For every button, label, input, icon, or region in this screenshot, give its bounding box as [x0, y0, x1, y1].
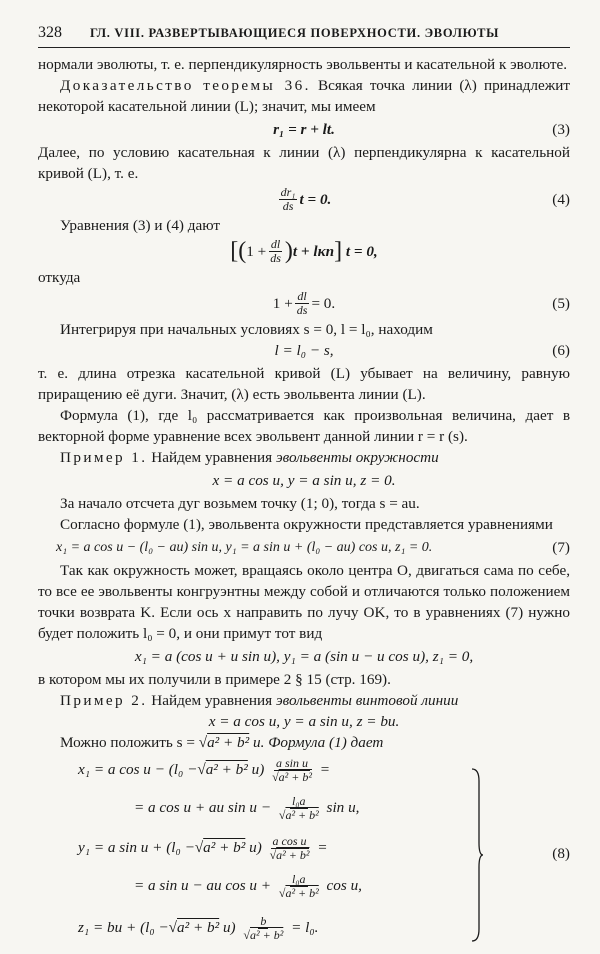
example-heading: Пример 2. — [60, 692, 148, 709]
paragraph: Далее, по условию касательная к линии (λ) перпендикулярна к касательной кривой (L), т. е. — [38, 144, 570, 182]
equation-text: = 0. — [311, 295, 336, 312]
equation-substituted — [38, 646, 570, 667]
paragraph: нормали эволюты, т. е. перпендикулярность эвольвенты и касательной к эволюте. — [38, 56, 568, 73]
equation-number: (3) — [552, 121, 570, 138]
numerator: dl — [270, 237, 281, 251]
paragraph: Можно положить s = √a² + b² u. Формула (1) дает — [60, 734, 384, 751]
denominator: a² + b² — [276, 848, 310, 862]
denominator: a² + b² — [278, 770, 312, 784]
equation-text: x = a cos u, y = a sin u, z = bu. — [208, 713, 400, 730]
italic-term: эвольвенты винтовой линии — [275, 692, 459, 709]
equation-text: x₁ = a cos u − (l₀ − au) sin u, y₁ = a sin u + (l₀ − au) cos u, z₁ = 0. — [56, 540, 433, 555]
equation-4 — [38, 186, 570, 213]
equation-text: u) — [222, 918, 236, 936]
denominator: a² + b² — [250, 928, 284, 942]
equation-7 — [38, 537, 570, 558]
denominator: ds — [270, 251, 281, 265]
equation-text: = a sin u − au cos u + — [134, 876, 272, 894]
equation-text: l = l₀ − s, — [274, 342, 334, 359]
radicand: a² + b² — [207, 734, 250, 751]
paragraph: Согласно формуле (1), эвольвента окружности представляется уравнениями — [60, 516, 553, 533]
fraction — [268, 238, 283, 265]
page-number: 328 — [38, 24, 62, 41]
paragraph — [38, 75, 570, 117]
fraction: $\frac{b}{\text{√a² + b²}}$ — [243, 914, 284, 942]
equation-text: t = 0. — [299, 191, 332, 208]
numerator: a sin u — [276, 756, 309, 770]
page — [38, 22, 570, 953]
equation-6 — [38, 340, 570, 361]
denominator: a² + b² — [285, 886, 319, 900]
equation-text: z₁ = bu + (l₀ − — [78, 918, 169, 936]
system-line: x₁ = a cos u − (l₀ −√a² + b² u) $\frac{\text{a sin u}}{\text{√a² + b²}}$ = — [78, 756, 331, 784]
paragraph: Интегрируя при начальных условиях s = 0, l = l₀, находим — [60, 321, 433, 338]
radicand: a² + b² — [177, 918, 220, 936]
paragraph: т. е. длина отрезка касательной кривой (L) убывает на величину, равную приращению её дуги. Значит, (λ) есть эвольвента линии (L). — [38, 365, 570, 403]
system-line — [134, 873, 362, 900]
equation-text: 1 + — [246, 243, 267, 260]
example-heading: Пример 1. — [60, 449, 148, 466]
paragraph: Формула (1), где l₀ рассматривается как произвольная величина, дает в векторной форме уравнение всех эвольвент данной линии r = r (s). — [38, 407, 570, 445]
equation-text: t = 0, — [345, 243, 378, 260]
theorem-proof-heading: Доказательство теоремы 36. — [60, 77, 311, 94]
equation-text: r₁ = r + lt. — [273, 121, 335, 138]
equation-text: = — [319, 760, 331, 778]
equation-text: 1 + — [272, 295, 293, 312]
paragraph: Так как окружность может, вращаясь около центра O, двигаться сама по себе, то все ее эвольвенты конгруэнтны между собой и отличаются только положением точки возврата K. Если ось x направить по лучу OK, то в уравнениях (7) нужно будет положить l₀ = 0, и они примут тот вид — [38, 562, 570, 642]
paragraph: в котором мы их получили в примере 2 § 15 (стр. 169). — [38, 671, 391, 688]
equation-text: x = a cos u, y = a sin u, z = 0. — [212, 472, 396, 489]
system-line: z₁ = bu + (l₀ −√a² + b² u) $\frac{b}{\text{√a² + b²}}$ = l₀. — [78, 914, 319, 942]
denominator: ds — [296, 303, 308, 317]
paragraph-text: Всякая точка линии (λ) принадлежит некоторой касательной линии (L); значит, мы имеем — [38, 77, 570, 115]
paragraph-text: Найдем уравнения — [151, 692, 273, 709]
equation-text: u) — [251, 760, 265, 778]
numerator: l₀a — [292, 872, 306, 886]
fraction: $\frac{\text{a cos u}}{\text{√a² + b²}}$ — [269, 834, 310, 862]
equation-number: (4) — [552, 191, 570, 208]
equation-number: (7) — [552, 539, 570, 556]
fraction: $\frac{\text{l₀a}}{\text{√a² + b²}}$ — [278, 794, 319, 822]
equation-text: y₁ = a sin u + (l₀ − — [78, 838, 195, 856]
equation-combined: [( 1 + $\frac{dl}{ds}$ ) t + lκn ] t = 0, — [230, 237, 378, 265]
denominator: ds — [282, 199, 294, 213]
equation-text: = — [317, 838, 328, 856]
italic-term: эвольвенты окружности — [275, 449, 439, 466]
equation-text: x₁ = a cos u − (l₀ − — [78, 760, 198, 778]
fraction: $\frac{\text{a sin u}}{\text{√a² + b²}}$ — [272, 756, 312, 784]
paragraph — [38, 690, 570, 711]
equation-5 — [38, 290, 570, 317]
equation-text: = a cos u + au sin u − — [134, 798, 272, 816]
numerator: a cos u — [272, 834, 307, 848]
numerator: dl — [297, 289, 307, 303]
paragraph — [38, 447, 570, 468]
equation-text: t + lκn — [292, 243, 335, 260]
fraction: $\frac{\text{l₀a}}{\text{√a² + b²}}$ — [278, 872, 319, 900]
equation-circle — [38, 470, 570, 491]
equation-number: (8) — [552, 845, 570, 862]
chapter-title: ГЛ. VIII. РАЗВЕРТЫВАЮЩИЕСЯ ПОВЕРХНОСТИ. ЭВОЛЮТЫ — [90, 26, 500, 40]
paragraph: За начало отсчета дуг возьмем точку (1; 0), тогда s = au. — [60, 495, 420, 512]
numerator: l₀a — [292, 794, 306, 808]
paragraph-text: u. Формула (1) дает — [253, 734, 384, 751]
numerator: b — [260, 914, 267, 928]
equation-text: = l₀. — [291, 918, 319, 936]
equation-text: cos u, — [326, 876, 362, 894]
system-line: y₁ = a sin u + (l₀ −√a² + b² u) $\frac{\text{a cos u}}{\text{√a² + b²}}$ = — [78, 834, 328, 862]
paragraph-text: Найдем уравнения — [151, 449, 273, 466]
numerator: dr₁ — [280, 185, 296, 199]
fraction — [279, 186, 298, 213]
equation-number: (5) — [552, 295, 570, 312]
running-header — [38, 22, 570, 48]
paragraph: Уравнения (3) и (4) дают — [60, 217, 221, 234]
equation-system-8 — [38, 757, 570, 953]
equation-helix — [38, 711, 570, 732]
radicand: a² + b² — [205, 760, 248, 778]
paragraph-text: Можно положить s = — [60, 734, 195, 751]
system-line — [134, 795, 359, 822]
paragraph: откуда — [38, 269, 81, 286]
radicand: a² + b² — [203, 838, 246, 856]
equation-number: (6) — [552, 342, 570, 359]
equation-3 — [38, 119, 570, 140]
right-brace-icon — [470, 767, 484, 943]
denominator: a² + b² — [285, 808, 319, 822]
equation-text: x₁ = a (cos u + u sin u), y₁ = a (sin u − u cos u), z₁ = 0, — [134, 648, 474, 665]
fraction — [295, 290, 310, 317]
equation-text: sin u, — [326, 798, 360, 816]
equation-text: u) — [249, 838, 262, 856]
